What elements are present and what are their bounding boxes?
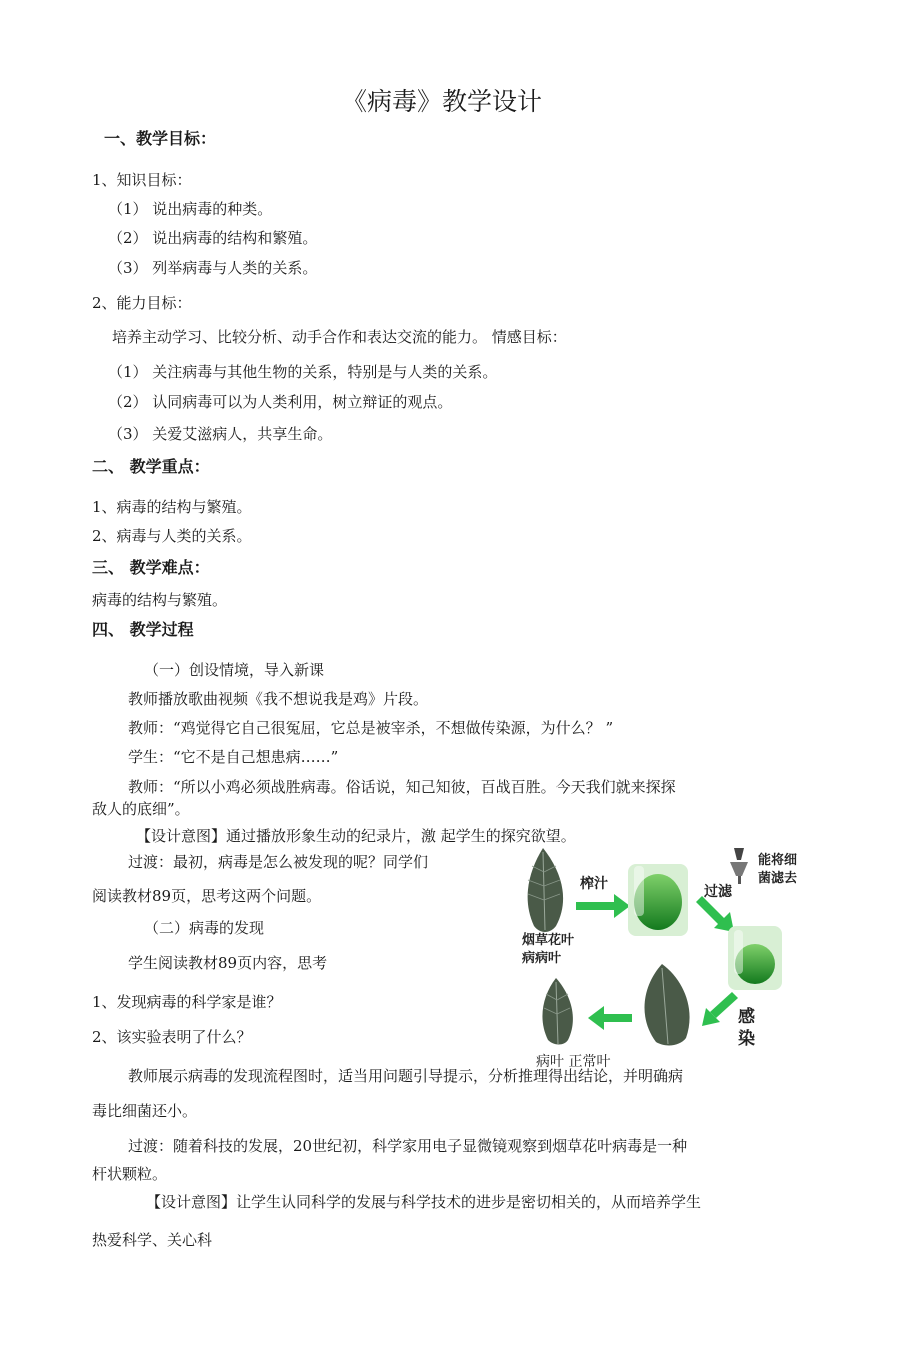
virus-discovery-flow-figure [510, 842, 815, 1072]
part-one-title: （一）创设情境，导入新课 [144, 661, 325, 679]
funnel-icon [730, 848, 748, 884]
paragraph: 教师展示病毒的发现流程图时，适当用问题引导提示，分析推理得出结论，并明确病 [128, 1067, 684, 1085]
design-intent-continued: 热爱科学、关心科 [92, 1231, 213, 1249]
beaker-icon [628, 864, 688, 936]
paragraph: 学生阅读教材89页内容，思考 [128, 954, 328, 972]
question-item: 1、发现病毒的科学家是谁？ [92, 993, 282, 1011]
paragraph: 教师播放歌曲视频《我不想说我是鸡》片段。 [128, 690, 429, 708]
filter-note-line1: 能将细 [758, 853, 798, 868]
section-heading-key-points: 二、 教学重点： [92, 457, 210, 476]
paragraph-continued: 敌人的底细”。 [92, 800, 190, 818]
ability-objectives-text: 培养主动学习、比较分析、动手合作和表达交流的能力。 情感目标： [112, 328, 567, 346]
arrow-down-left-icon [702, 992, 738, 1026]
filter-note-line2: 菌滤去 [758, 871, 798, 886]
section-heading-objectives: 一、教学目标： [104, 129, 217, 148]
emotion-item: （3） 关爱艾滋病人，共享生命。 [108, 425, 333, 443]
key-point-item: 1、病毒的结构与繁殖。 [92, 498, 252, 516]
key-point-item: 2、病毒与人类的关系。 [92, 527, 252, 545]
paragraph: 教师：“所以小鸡必须战胜病毒。俗话说，知己知彼，百战百胜。今天我们就来探探 [128, 778, 676, 796]
sick-leaf-result-icon [542, 978, 572, 1045]
paragraph-continued: 毒比细菌还小。 [92, 1102, 198, 1120]
knowledge-item: （2） 说出病毒的结构和繁殖。 [108, 229, 318, 247]
page-title: 《病毒》教学设计 [342, 87, 543, 116]
arrow-left-icon [588, 1006, 632, 1030]
transition-text: 过渡：随着科技的发展，20世纪初，科学家用电子显微镜观察到烟草花叶病毒是一种 [128, 1137, 688, 1155]
sick-leaf-label-line2: 病病叶 [522, 951, 562, 966]
sick-leaf-label-line1: 烟草花叶 [522, 933, 575, 948]
difficulty-text: 病毒的结构与繁殖。 [92, 591, 228, 609]
arrow-down-right-icon [696, 896, 734, 932]
transition-text-continued: 阅读教材89页，思考这两个问题。 [92, 887, 322, 905]
normal-leaf-icon [645, 964, 690, 1045]
question-item: 2、该实验表明了什么？ [92, 1028, 252, 1046]
arrow-right-icon [576, 894, 630, 918]
transition-text: 过渡：最初，病毒是怎么被发现的呢？同学们 [128, 853, 429, 871]
paragraph: 教师：“鸡觉得它自己很冤屈，它总是被宰杀，不想做传染源，为什么？ ” [128, 719, 614, 737]
beaker-icon [728, 926, 782, 990]
transition-text-continued: 杆状颗粒。 [92, 1165, 168, 1183]
ability-objectives-label: 2、能力目标： [92, 294, 192, 312]
infect-label-line1: 感 [738, 1007, 755, 1027]
section-heading-difficulties: 三、 教学难点： [92, 558, 210, 577]
sick-leaf-icon [528, 848, 563, 932]
knowledge-item: （3） 列举病毒与人类的关系。 [108, 259, 318, 277]
design-intent: 【设计意图】通过播放形象生动的纪录片，激 起学生的探究欲望。 [136, 827, 576, 845]
squeeze-label: 榨汁 [580, 876, 608, 892]
figure-caption: 病叶 正常叶 [536, 1054, 611, 1070]
paragraph: 学生：“它不是自己想患病……” [128, 748, 339, 766]
section-heading-process: 四、 教学过程 [92, 620, 194, 639]
knowledge-item: （1） 说出病毒的种类。 [108, 200, 273, 218]
design-intent: 【设计意图】让学生认同科学的发展与科学技术的进步是密切相关的，从而培养学生 [146, 1193, 702, 1211]
knowledge-objectives-label: 1、知识目标： [92, 171, 192, 189]
infect-label-line2: 染 [738, 1029, 755, 1049]
emotion-item: （1） 关注病毒与其他生物的关系，特别是与人类的关系。 [108, 363, 498, 381]
emotion-item: （2） 认同病毒可以为人类利用，树立辩证的观点。 [108, 393, 453, 411]
part-two-title: （二）病毒的发现 [144, 919, 265, 937]
filter-label: 过滤 [704, 884, 732, 900]
